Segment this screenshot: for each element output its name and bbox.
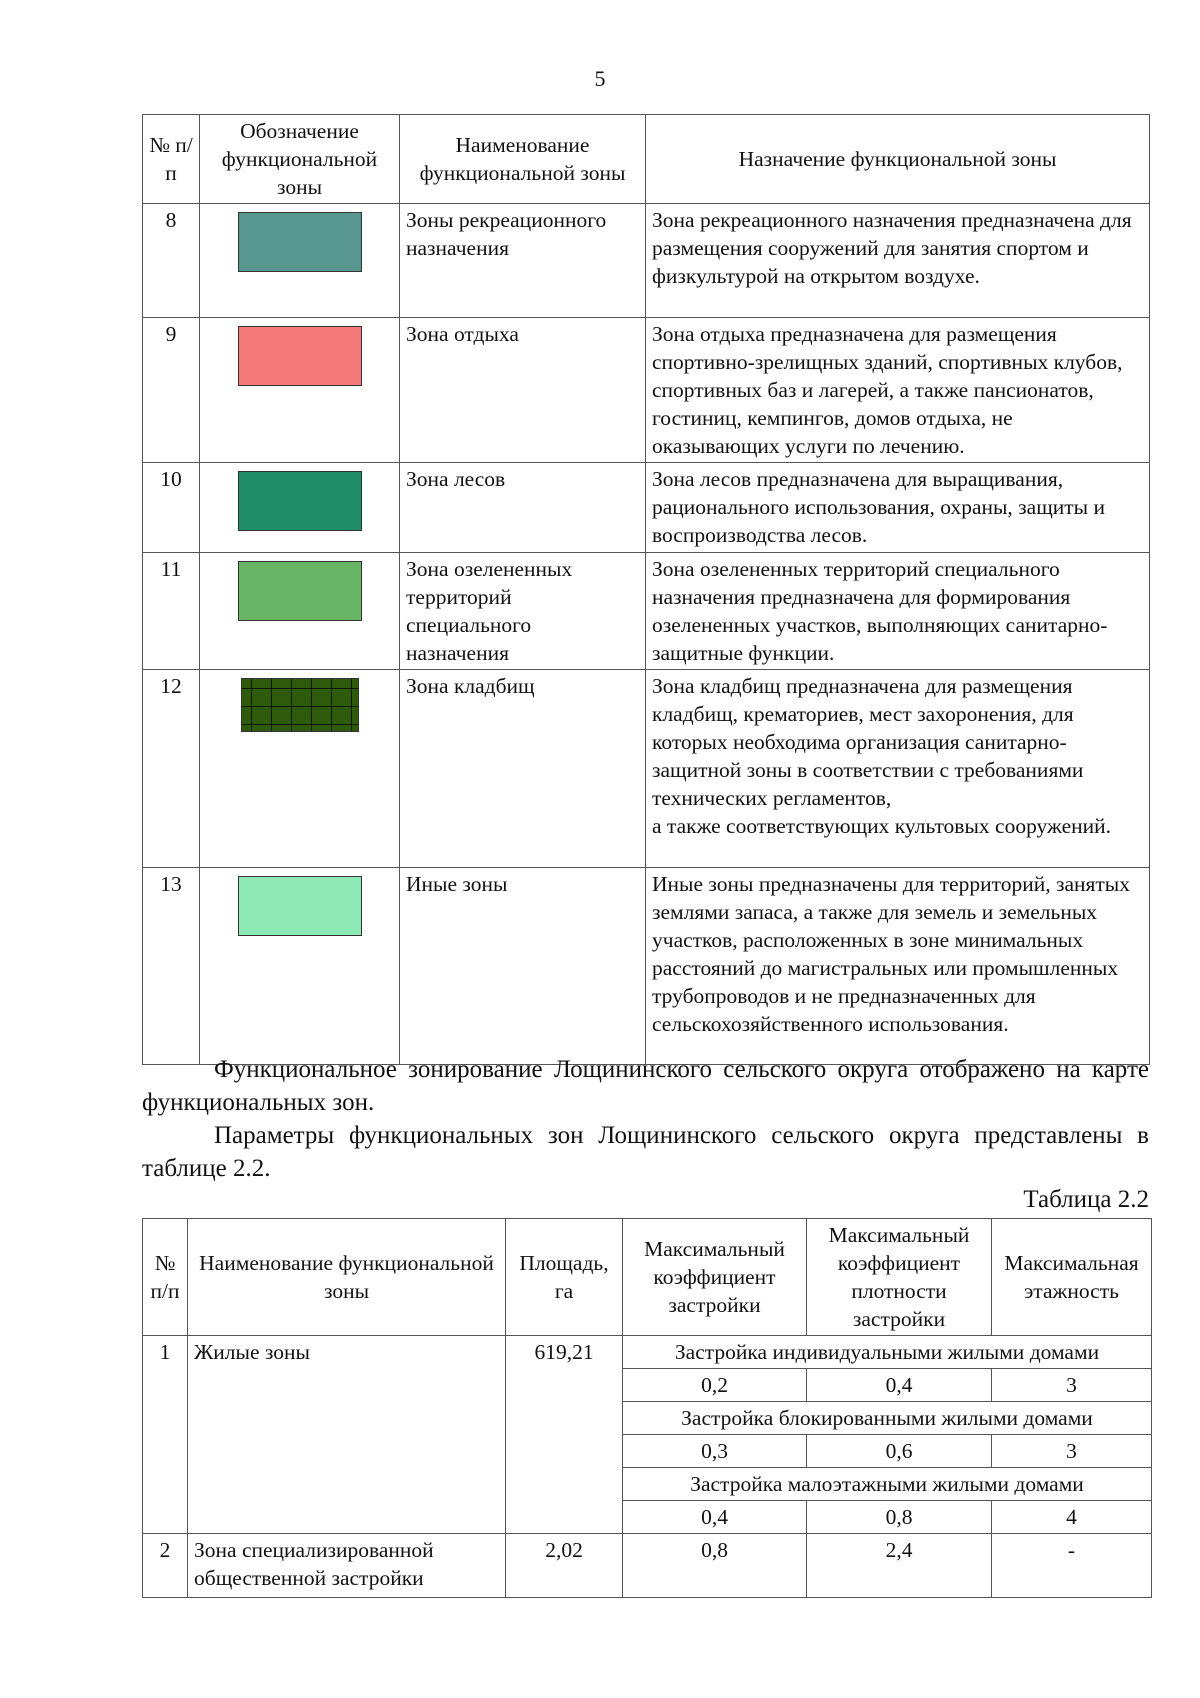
t2-density-coef: 0,6: [807, 1435, 992, 1468]
zone-name: Зона отдыха: [400, 318, 646, 463]
color-swatch-icon: [238, 212, 362, 272]
zone-name: Зоны рекреационного назначения: [400, 204, 646, 318]
zone-row: [143, 868, 1150, 1065]
paragraph-zoning: Функциональное зонирование Лощининского сельского округа отображено на карте функциональных зон.: [142, 1056, 1149, 1116]
t2-row1-area: 619,21: [506, 1336, 623, 1534]
t2-density-coef: 0,4: [807, 1369, 992, 1402]
zone-row: [143, 670, 1150, 868]
t2-row1-number: 1: [143, 1336, 188, 1534]
zone-number: 12: [143, 670, 200, 868]
zones-parameters-table: [142, 1218, 1152, 1598]
t2-header-number: № п/п: [143, 1219, 188, 1336]
zone-number: 11: [143, 553, 200, 670]
zone-purpose: Иные зоны предназначены для территорий, занятых землями запаса, а также для земель и земельных участков, расположенных в зоне минимальных расстояний до магистральных или промышленных трубопроводов и не предназначенных для сельскохозяйственного использования.: [646, 868, 1150, 1065]
zone-row: [143, 204, 1150, 318]
zone-name: Иные зоны: [400, 868, 646, 1065]
t2-row2-name: Зона специализированной общественной застройки: [188, 1534, 506, 1598]
t2-group-title: Застройка индивидуальными жилыми домами: [623, 1336, 1152, 1369]
t2-floors: 3: [992, 1435, 1152, 1468]
t2-row2-area: 2,02: [506, 1534, 623, 1598]
color-swatch-icon: [238, 471, 362, 531]
zone-designation: [200, 318, 400, 463]
zones-legend-table: [142, 114, 1150, 1065]
t2-build-coef: 0,2: [623, 1369, 807, 1402]
t2-row2-build-coef: 0,8: [623, 1534, 807, 1598]
zone-designation: [200, 670, 400, 868]
zone-number: 8: [143, 204, 200, 318]
t2-header-floors: Максимальная этажность: [992, 1219, 1152, 1336]
t2-row1-name: Жилые зоны: [188, 1336, 506, 1534]
zone-number: 9: [143, 318, 200, 463]
zone-purpose: Зона рекреационного назначения предназначена для размещения сооружений для занятия спортом и физкультурой на открытом воздухе.: [646, 204, 1150, 318]
table2-caption: Таблица 2.2: [1023, 1186, 1149, 1213]
t2-build-coef: 0,4: [623, 1501, 807, 1534]
color-swatch-icon: [238, 876, 362, 936]
zone-designation: [200, 553, 400, 670]
zone-purpose: Зона отдыха предназначена для размещения спортивно-зрелищных зданий, спортивных клубов, спортивных баз и лагерей, а также пансионатов, гостиниц, кемпингов, домов отдыха, не оказывающих услуги по лечению.: [646, 318, 1150, 463]
header-purpose: Назначение функциональной зоны: [646, 115, 1150, 204]
zone-number: 13: [143, 868, 200, 1065]
zone-row: [143, 553, 1150, 670]
zone-name: Зона озелененных территорий специального назначения: [400, 553, 646, 670]
zone-name: Зона лесов: [400, 463, 646, 553]
zone-row: [143, 463, 1150, 553]
t2-header-build-coef: Максимальный коэффициент застройки: [623, 1219, 807, 1336]
zone-designation: [200, 204, 400, 318]
t2-header-area: Площадь, га: [506, 1219, 623, 1336]
t2-group-title: Застройка малоэтажными жилыми домами: [623, 1468, 1152, 1501]
t2-density-coef: 0,8: [807, 1501, 992, 1534]
color-swatch-icon: [238, 326, 362, 386]
t2-floors: 4: [992, 1501, 1152, 1534]
color-swatch-icon: [238, 561, 362, 621]
zone-designation: [200, 868, 400, 1065]
zone-number: 10: [143, 463, 200, 553]
zone-purpose: Зона кладбищ предназначена для размещения кладбищ, крематориев, мест захоронения, для которых необходима организация санитарно-защитной зоны в соответствии с требованиями технических регламентов, а также соответствующих культовых сооружений.: [646, 670, 1150, 868]
header-name: Наименование функциональной зоны: [400, 115, 646, 204]
t2-header-density-coef: Максимальный коэффициент плотности застройки: [807, 1219, 992, 1336]
zone-purpose: Зона лесов предназначена для выращивания, рационального использования, охраны, защиты и воспроизводства лесов.: [646, 463, 1150, 553]
t2-row2-density-coef: 2,4: [807, 1534, 992, 1598]
zone-row: [143, 318, 1150, 463]
page-number: 5: [594, 66, 606, 91]
t2-header-name: Наименование функциональной зоны: [188, 1219, 506, 1336]
zone-purpose: Зона озелененных территорий специального назначения предназначена для формирования озелененных участков, выполняющих санитарно-защитные функции.: [646, 553, 1150, 670]
zone-designation: [200, 463, 400, 553]
t2-row2-number: 2: [143, 1534, 188, 1598]
header-designation: Обозначение функциональной зоны: [200, 115, 400, 204]
zone-name: Зона кладбищ: [400, 670, 646, 868]
t2-floors: 3: [992, 1369, 1152, 1402]
paragraph-parameters: Параметры функциональных зон Лощининского сельского округа представлены в таблице 2.2.: [142, 1122, 1149, 1182]
t2-group-title: Застройка блокированными жилыми домами: [623, 1402, 1152, 1435]
cross-pattern-swatch-icon: [241, 678, 359, 732]
header-number: № п/п: [143, 115, 200, 204]
t2-build-coef: 0,3: [623, 1435, 807, 1468]
t2-row2-floors: -: [992, 1534, 1152, 1598]
